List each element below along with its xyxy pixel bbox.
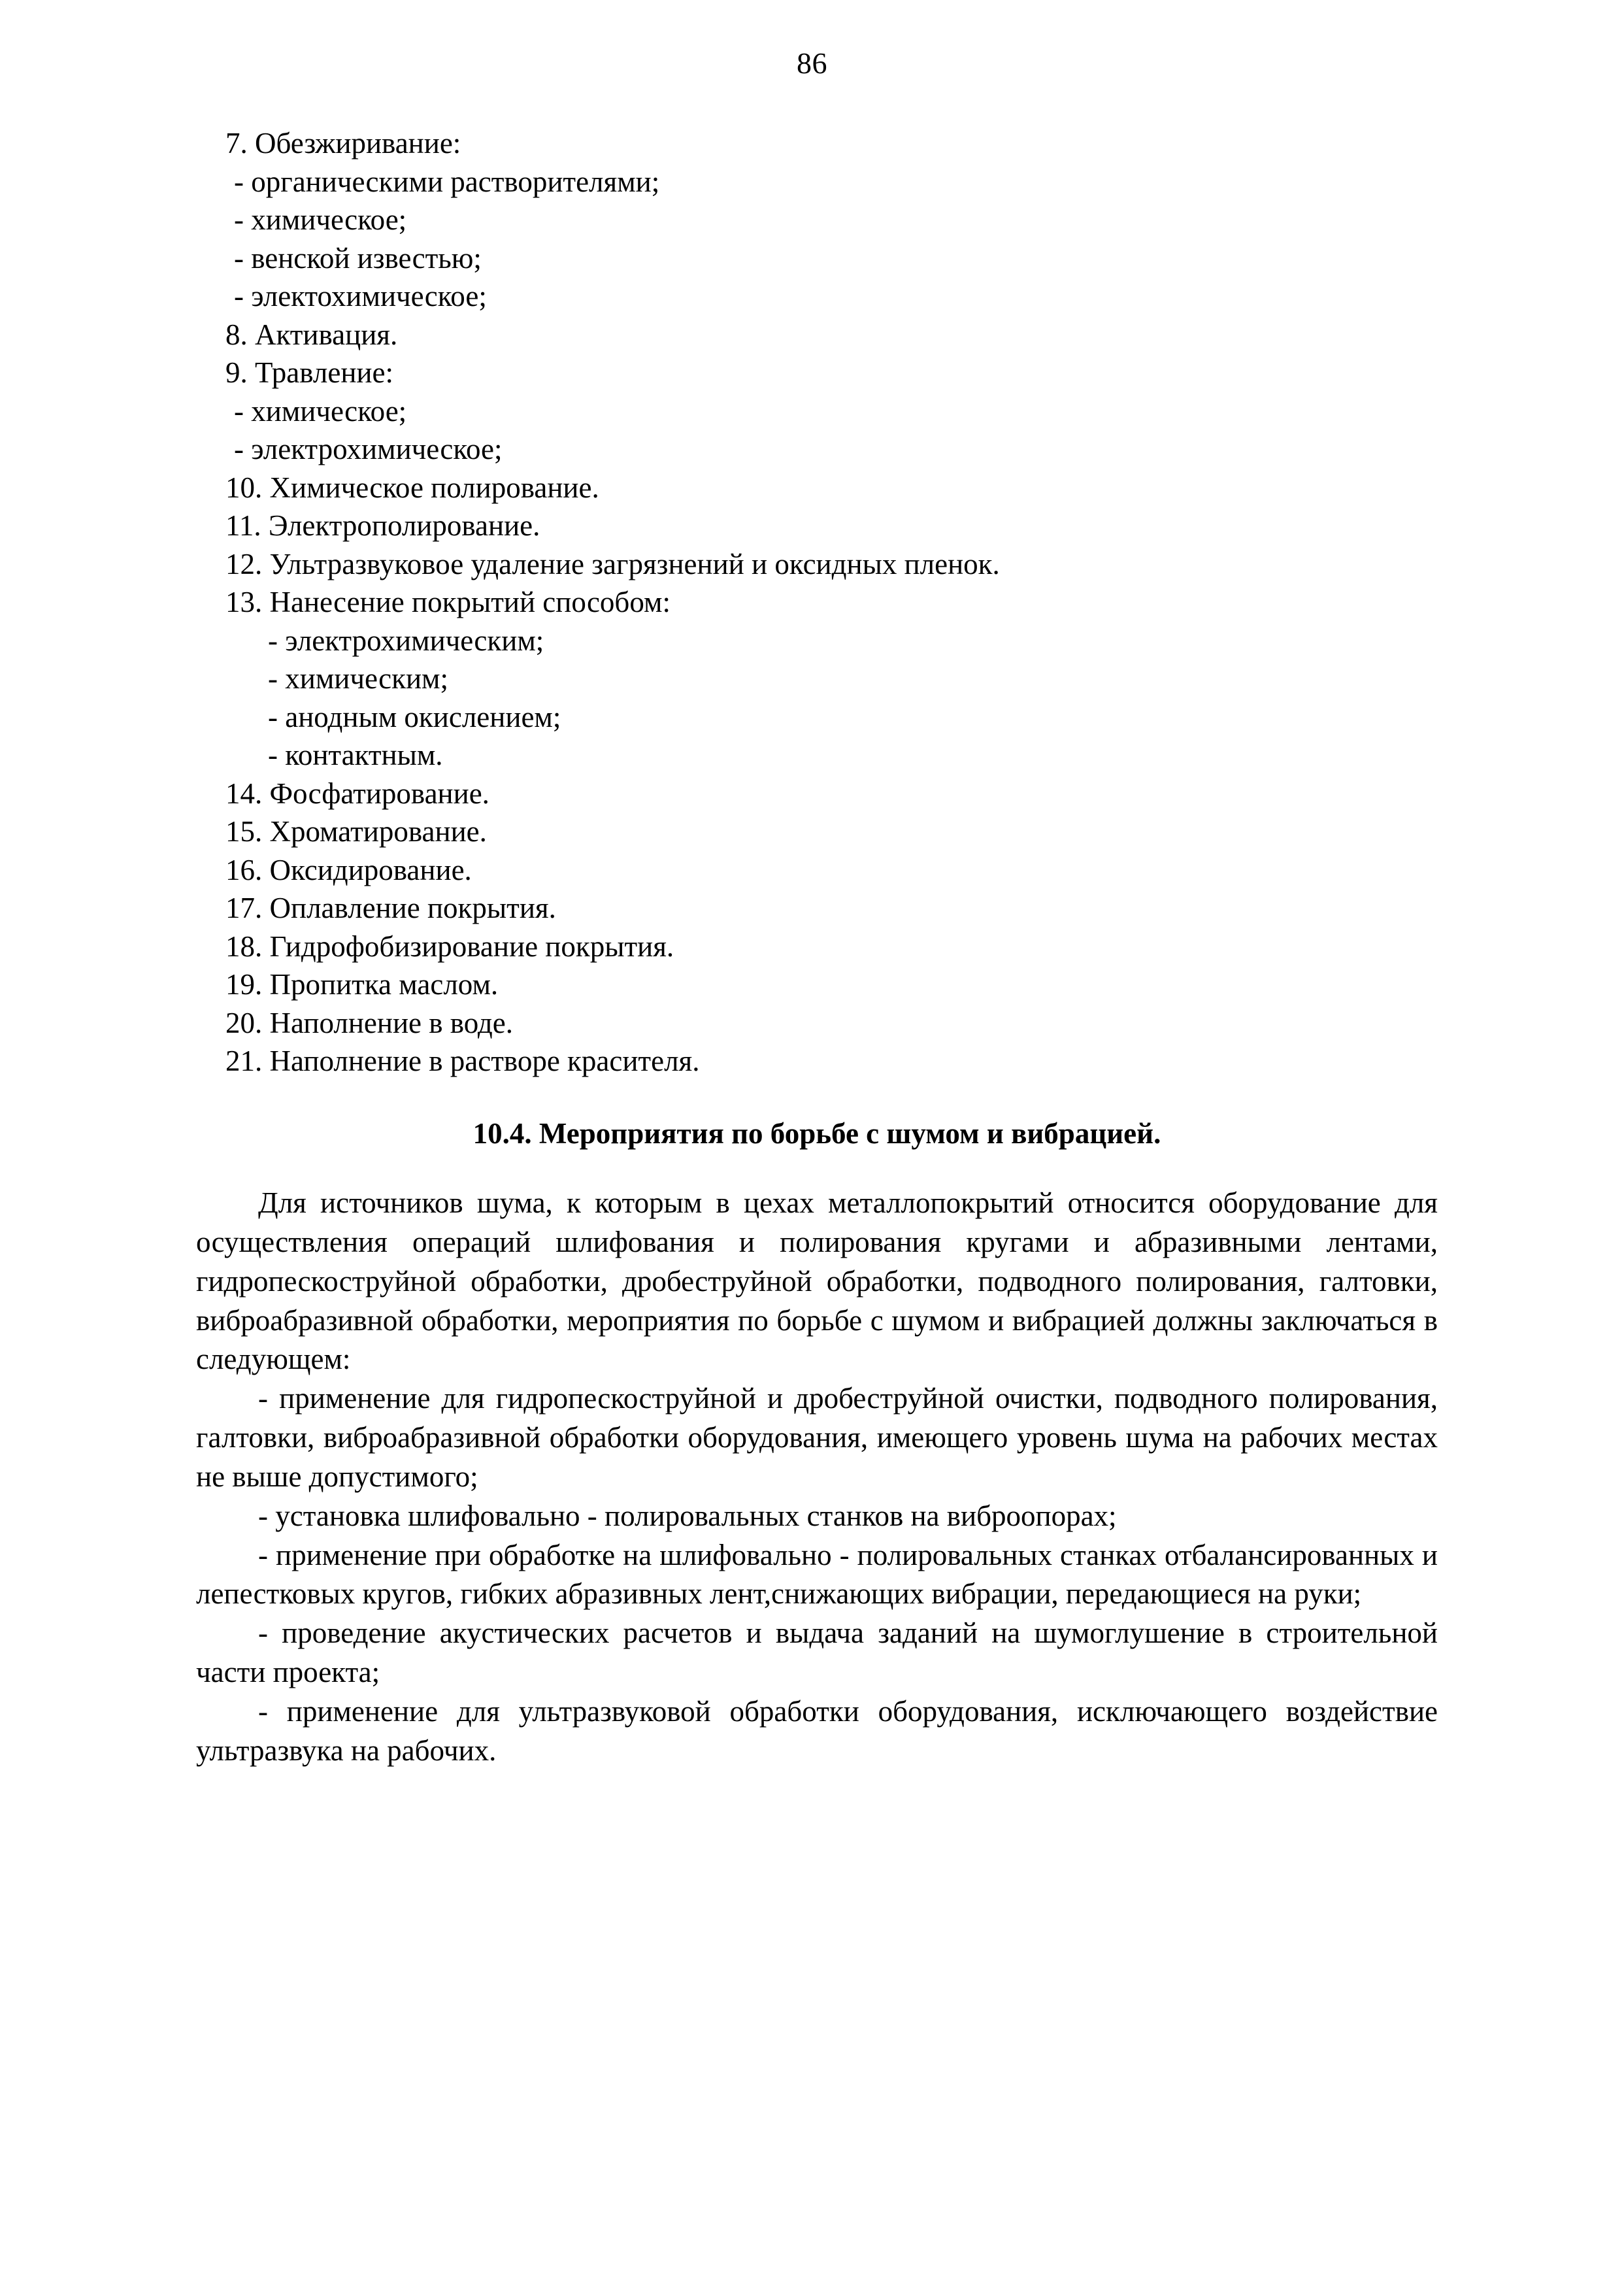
list-item: 18. Гидрофобизирование покрытия. [225, 930, 674, 963]
list-item: 11. Электрополирование. [225, 509, 540, 542]
list-item: - электрохимическое; [234, 433, 503, 465]
list-item: 12. Ультразвуковое удаление загрязнений и оксидных пленок. [225, 547, 1000, 580]
list-item: - анодным окислением; [268, 700, 561, 733]
list-item: - электрохимическим; [268, 624, 544, 657]
paragraph: - установка шлифовально - полировальных станков на виброопорах; [258, 1499, 1117, 1532]
section-heading: 10.4. Мероприятия по борьбе с шумом и вибрацией. [472, 1116, 1161, 1150]
page-number: 86 [797, 46, 827, 80]
list-item: 14. Фосфатирование. [225, 777, 489, 810]
list-item: 10. Химическое полирование. [225, 471, 599, 504]
list-item: - органическими растворителями; [234, 165, 660, 198]
list-item: 21. Наполнение в растворе красителя. [225, 1045, 700, 1077]
list-item: - химическое; [234, 394, 407, 427]
list-item: - химическое; [234, 203, 407, 236]
list-item: 13. Нанесение покрытий способом: [225, 586, 671, 618]
list-item: 7. Обезжиривание: [225, 127, 461, 159]
list-item: - химическим; [268, 662, 448, 695]
paragraph: - применение для ультразвуковой обработки оборудования, исключающего воздействие ультразвука на рабочих. [196, 1694, 1438, 1767]
list-item: - венской известью; [234, 241, 482, 275]
body-text [196, 1184, 1438, 1771]
process-step-list [196, 124, 1438, 1080]
paragraph: - проведение акустических расчетов и выдача заданий на шумоглушение в строительной части проекта; [196, 1617, 1438, 1689]
list-item: 16. Оксидирование. [225, 853, 472, 886]
paragraph: - применение для гидропескоструйной и дробеструйной очистки, подводного полирования, галтовки, виброабразивной обработки оборудования, имеющего уровень шума на рабочих местах не выше допустимого; [196, 1382, 1438, 1493]
list-item: - электохимическое; [234, 280, 487, 312]
list-item: 19. Пропитка маслом. [225, 968, 499, 1001]
list-item: - контактным. [268, 739, 443, 771]
list-item: 9. Травление: [225, 356, 393, 389]
list-item: 8. Активация. [225, 318, 398, 351]
page-content [196, 124, 1438, 1771]
paragraph: - применение при обработке на шлифовально - полировальных станках отбалансированных и лепестковых кругов, гибких абразивных лент,снижающих вибрации, передающиеся на руки; [196, 1538, 1438, 1611]
list-item: 17. Оплавление покрытия. [225, 892, 556, 924]
paragraph: Для источников шума, к которым в цехах металлопокрытий относится оборудование для осуществления операций шлифования и полирования кругами и абразивными лентами, гидропескоструйной обработки, дробеструйной обработки, подводного полирования, галтовки, виброабразивной обработки, мероприятия по борьбе с шумом и вибрацией должны заключаться в следующем: [196, 1186, 1438, 1376]
list-item: 15. Хроматирование. [225, 815, 487, 848]
list-item: 20. Наполнение в воде. [225, 1006, 514, 1039]
